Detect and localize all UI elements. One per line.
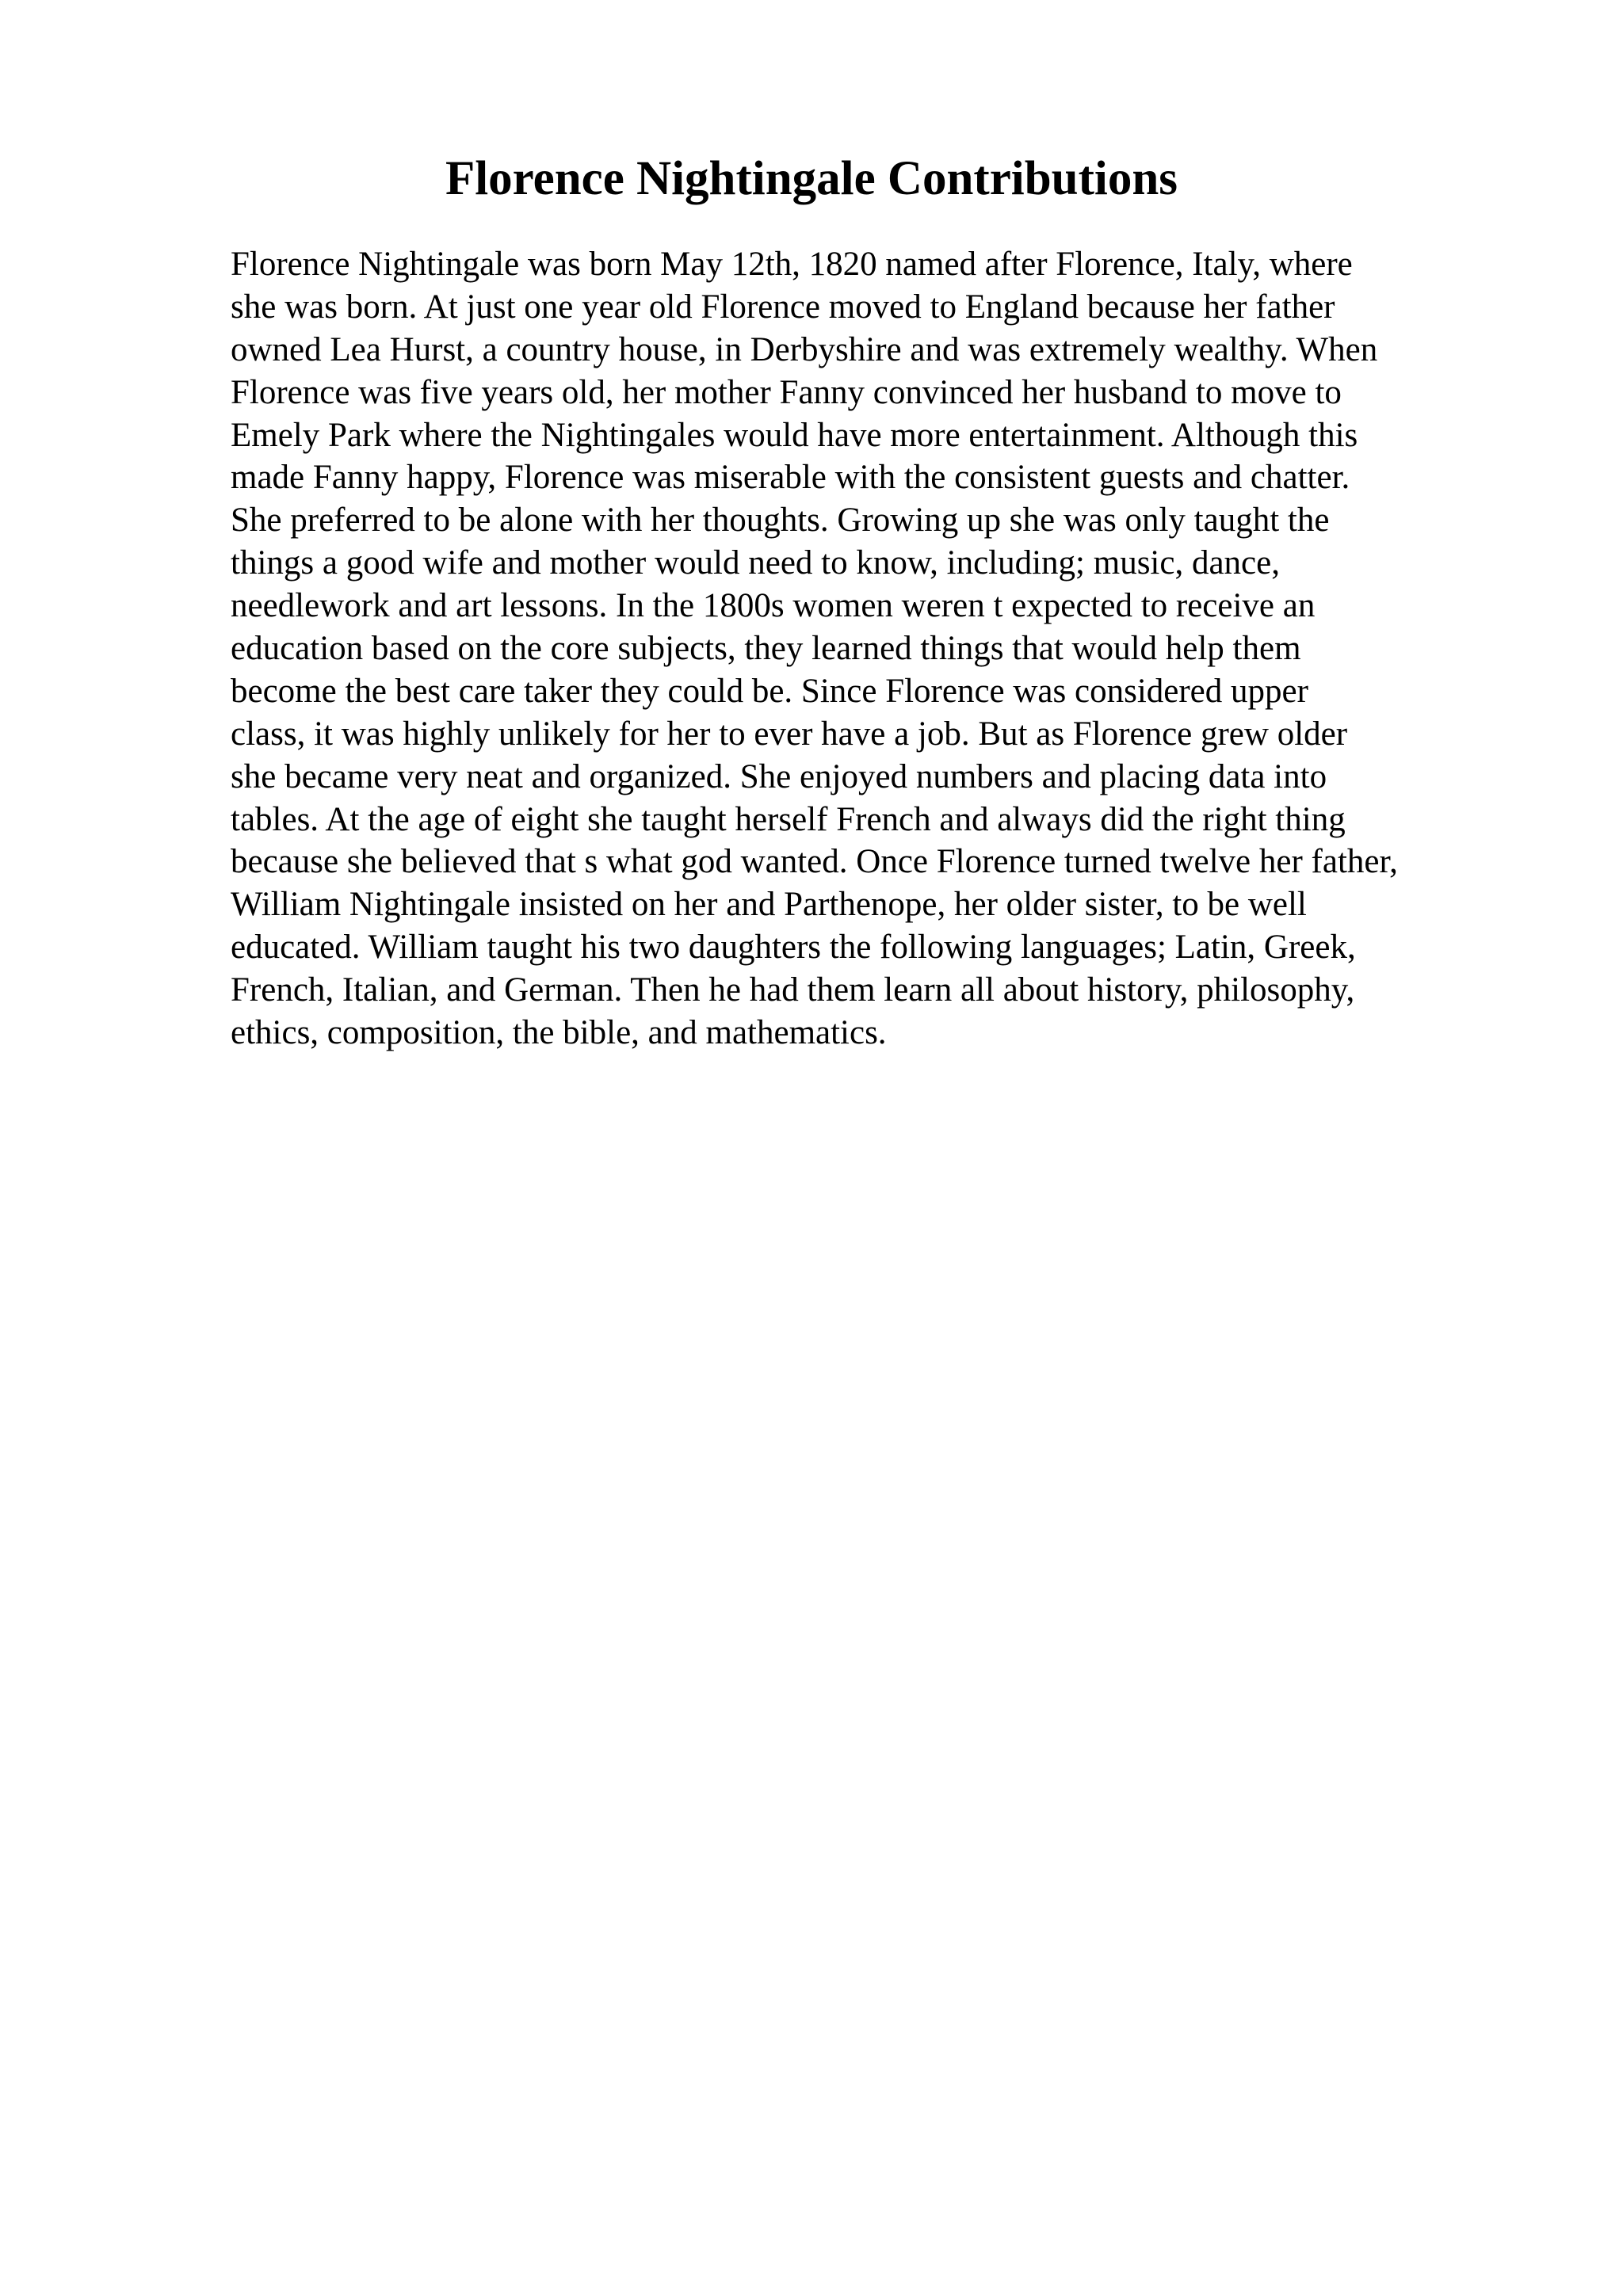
body-line: needlework and art lessons. In the 1800s women weren t expected to receive an bbox=[231, 587, 1316, 625]
body-line: She preferred to be alone with her thoughts. Growing up she was only taught the bbox=[231, 502, 1330, 540]
body-line: Florence Nightingale was born May 12th, 1820 named after Florence, Italy, where bbox=[231, 246, 1353, 283]
body-line: she was born. At just one year old Florence moved to England because her father bbox=[231, 288, 1335, 326]
body-line: tables. At the age of eight she taught herself French and always did the right thing bbox=[231, 800, 1346, 838]
body-line: Florence was five years old, her mother Fanny convinced her husband to move to bbox=[231, 373, 1342, 411]
body-line: become the best care taker they could be. Since Florence was considered upper bbox=[231, 672, 1308, 710]
body-line: William Nightingale insisted on her and Parthenope, her older sister, to be well bbox=[231, 886, 1307, 924]
body-line: French, Italian, and German. Then he had them learn all about history, philosophy, bbox=[231, 971, 1355, 1009]
body-line: owned Lea Hurst, a country house, in Derbyshire and was extremely wealthy. When bbox=[231, 330, 1378, 368]
body-line: education based on the core subjects, they learned things that would help them bbox=[231, 630, 1301, 668]
body-line: things a good wife and mother would need to know, including; music, dance, bbox=[231, 544, 1280, 582]
body-line: because she believed that s what god wanted. Once Florence turned twelve her father, bbox=[231, 843, 1398, 881]
document-body bbox=[231, 243, 1514, 1055]
body-line: educated. William taught his two daughters the following languages; Latin, Greek, bbox=[231, 929, 1356, 967]
body-line: she became very neat and organized. She enjoyed numbers and placing data into bbox=[231, 757, 1327, 795]
body-line: ethics, composition, the bible, and mathematics. bbox=[231, 1014, 887, 1052]
body-line: class, it was highly unlikely for her to ever have a job. But as Florence grew older bbox=[231, 715, 1348, 753]
body-line: Emely Park where the Nightingales would have more entertainment. Although this bbox=[231, 416, 1358, 454]
body-line: made Fanny happy, Florence was miserable with the consistent guests and chatter. bbox=[231, 459, 1350, 497]
document-title: Florence Nightingale Contributions bbox=[445, 152, 1178, 205]
